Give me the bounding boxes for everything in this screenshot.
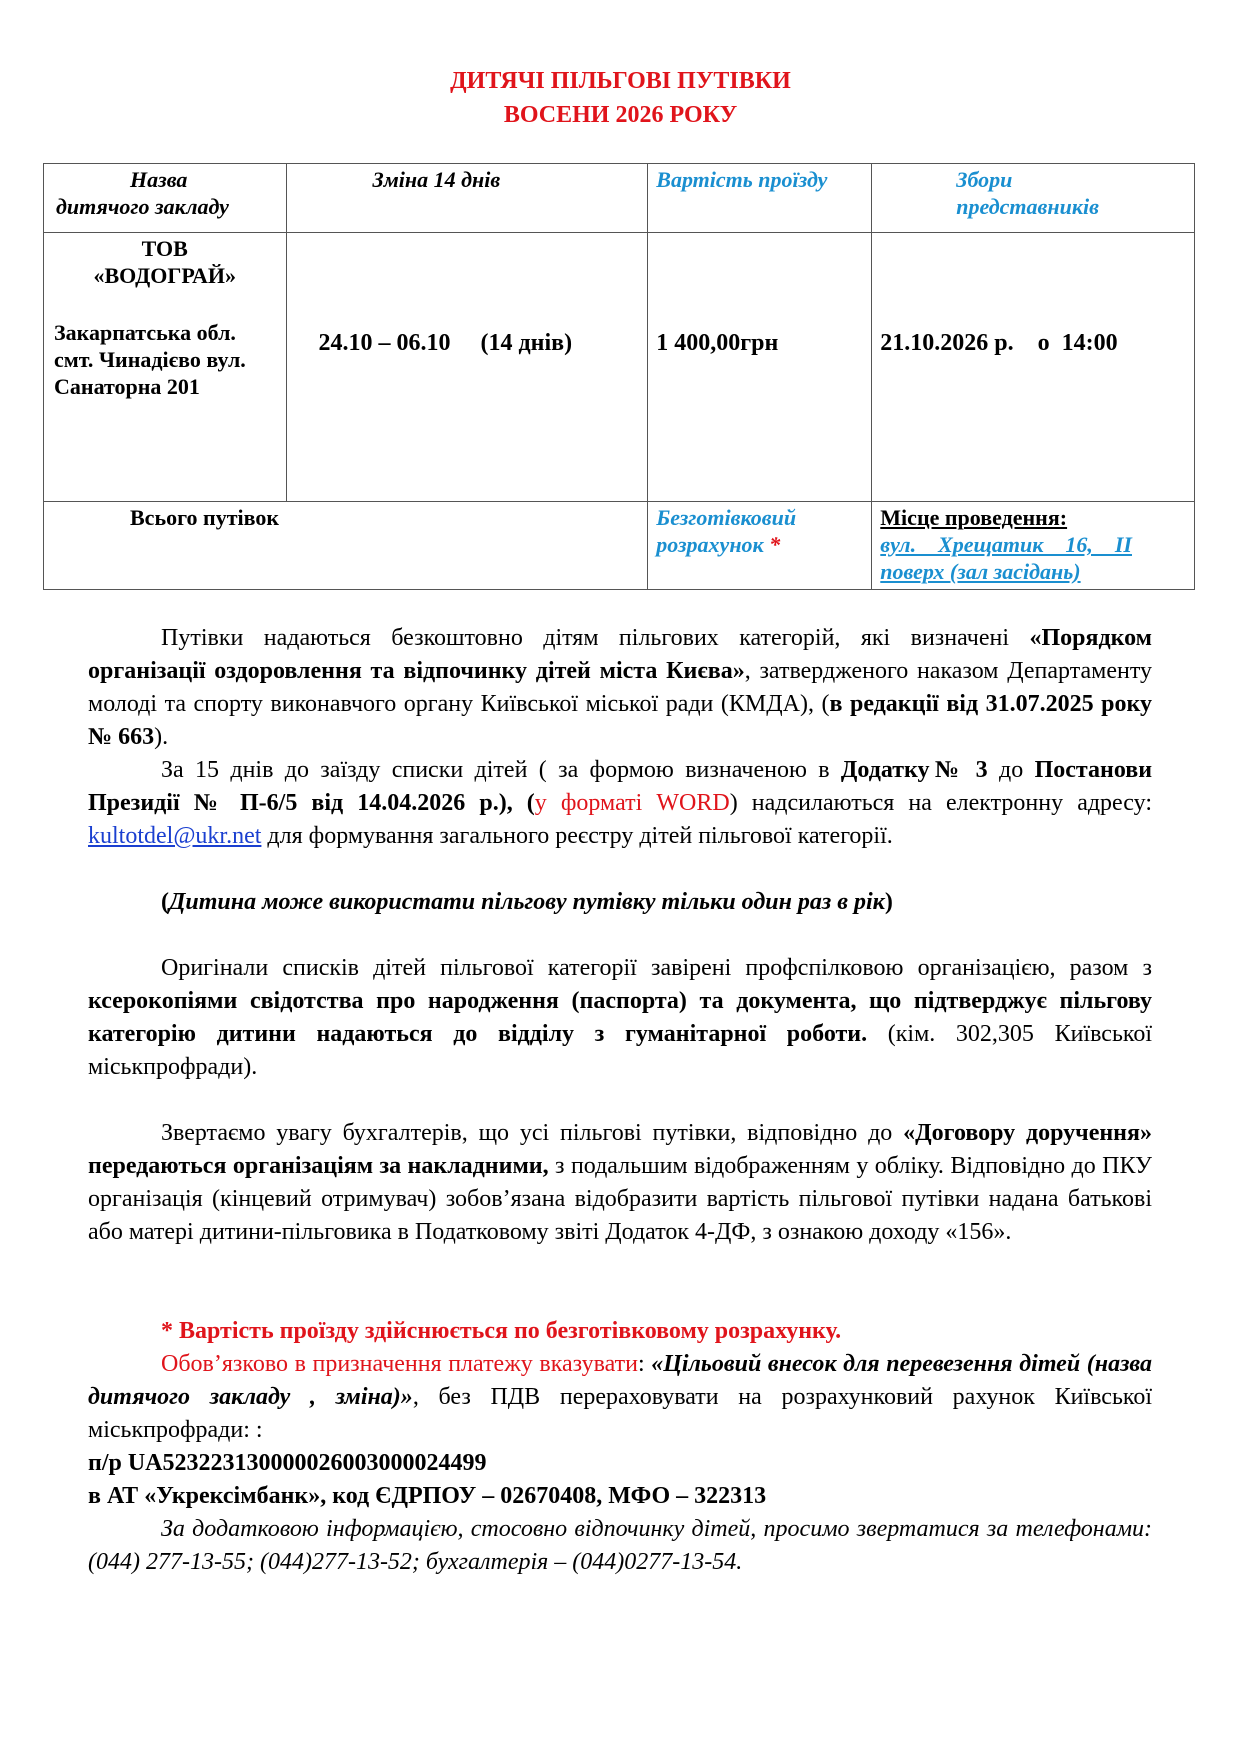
paragraph-1: Путівки надаються безкоштовно дітям пільгових категорій, які визначені «Порядком організації оздоровлення та відпочинку дітей міста Києва», затвердженого наказом Департаменту молоді та спорту виконавчого органу Київської міської ради (КМДА), (в редакції від 31.07.2025 року № 663). <box>88 625 1153 750</box>
paragraph-7: За додатковою інформацією, стосовно відпочинку дітей, просимо звертатися за телефонами: (044) 277-13-55; (044)277-13-52; бухгалтерія – (044)0277-13-54. <box>88 1516 1152 1575</box>
paragraph-2: За 15 днів до заїзду списки дітей ( за формою визначеною в Додатку№ 3 до Постанови Президії № П-6/5 від 14.04.2026 р.), (у форматі WORD) надсилаються на електронну адресу: kultotdel@ukr.net для формування загального реєстру дітей пільгової категорії. <box>88 757 1153 849</box>
document-title-line1: ДИТЯЧІ ПІЛЬГОВІ ПУТІВКИ <box>450 68 791 94</box>
cell-total-label: Всього путівок <box>44 502 648 590</box>
cell-place: Місце проведення: вул. Хрещатик 16, ІІ поверх (зал засідань) <box>872 502 1195 590</box>
table-footer-row <box>44 502 1195 590</box>
bank-account: п/р UA523223130000026003000024499 <box>88 1450 487 1476</box>
table-row <box>44 233 1195 502</box>
paragraph-6: * Вартість проїзду здійснюється по безготівковому розрахунку. Обов’язково в призначення платежу вказувати: «Цільовий внесок для перевезення дітей (назва дитячого закладу , зміна)», без ПДВ перераховувати на розрахунковий рахунок Київської міськпрофради: : п/р UA523223130000026003000024499 в АТ «Укрексімбанк», код ЄДРПОУ – 02670408, МФО – 322313 <box>88 1315 1152 1513</box>
header-meeting: Збори представників <box>872 164 1195 233</box>
header-institution: Назва дитячого закладу <box>44 164 287 233</box>
header-shift: Зміна 14 днів <box>286 164 648 233</box>
cell-meeting-time: 21.10.2026 р. о 14:00 <box>872 233 1195 502</box>
bank-details: в АТ «Укрексімбанк», код ЄДРПОУ – 02670408, МФО – 322313 <box>88 1483 767 1509</box>
document-title-line2: ВОСЕНИ 2026 РОКУ <box>503 102 738 128</box>
paragraph-5: Звертаємо увагу бухгалтерів, що усі пільгові путівки, відповідно до «Договору доручення» передаються організаціям за накладними, з подальшим відображенням у обліку. Відповідно до ПКУ організація (кінцевий отримувач) зобов’язана відобразити вартість пільгової путівки надана батькові або матері дитини-пільговика в Податковому звіті Додаток 4-ДФ, з ознакою доходу «156». <box>88 1120 1152 1245</box>
cell-institution: ТОВ «ВОДОГРАЙ» Закарпатська обл. смт. Чинадієво вул. Санаторна 201 <box>44 233 287 502</box>
vouchers-table <box>43 163 1195 590</box>
header-travel-cost: Вартість проїзду <box>648 164 872 233</box>
cell-price: 1 400,00грн <box>648 233 872 502</box>
table-header-row <box>44 164 1195 233</box>
email-link[interactable]: kultotdel@ukr.net <box>88 823 262 849</box>
paragraph-3: (Дитина може використати пільгову путівку тільки один раз в рік) <box>161 889 893 915</box>
cell-dates: 24.10 – 06.10 (14 днів) <box>286 233 648 502</box>
paragraph-4: Оригінали списків дітей пільгової категорії завірені профспілковою організацією, разом з ксерокопіями свідотства про народження (паспорта) та документа, що підтверджує пільгову категорію дитини надаються до відділу з гуманітарної роботи. (кім. 302,305 Київської міськпрофради). <box>88 955 1152 1080</box>
cell-payment: Безготівковий розрахунок * <box>648 502 872 590</box>
